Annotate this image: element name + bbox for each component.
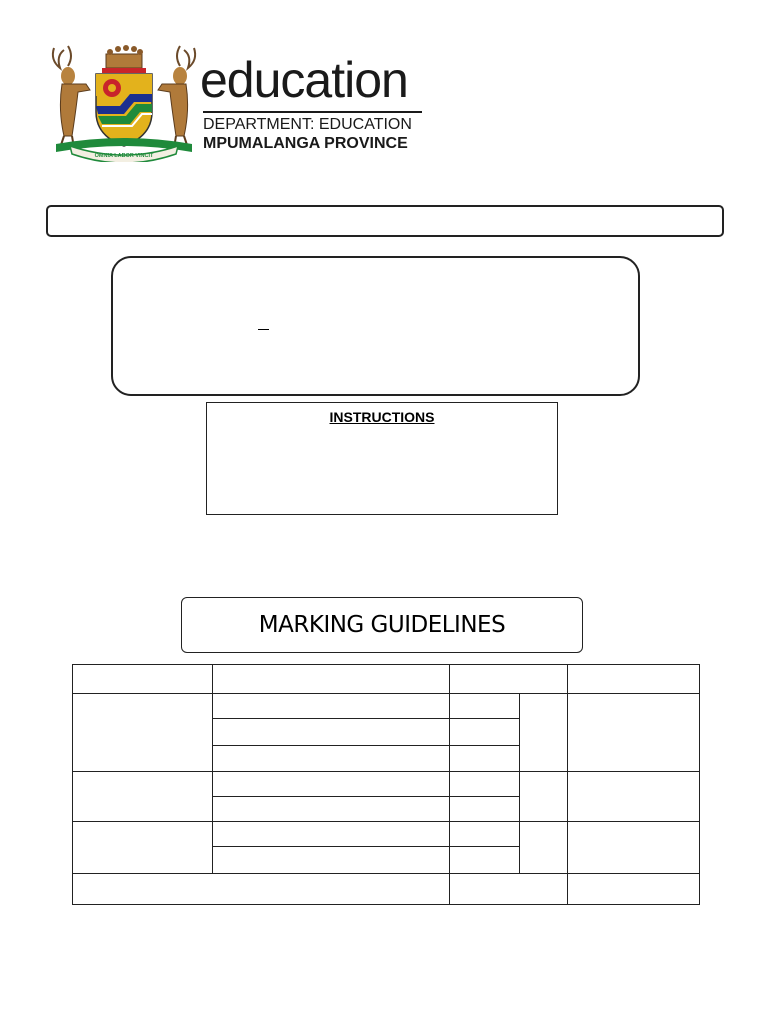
instructions-box [206, 402, 558, 515]
marking-guidelines-title: MARKING GUIDELINES [258, 612, 506, 638]
paper-details-dash [258, 329, 269, 330]
marking-guidelines-box [181, 597, 583, 653]
left-kudu-icon [53, 46, 90, 148]
paper-details-box [111, 256, 640, 396]
shield-icon [96, 74, 152, 146]
brand-divider [203, 111, 422, 113]
crown-icon [102, 45, 146, 73]
department-label: DEPARTMENT: EDUCATION [203, 116, 412, 133]
instructions-title: INSTRUCTIONS [329, 409, 435, 425]
motto-text: OMNIA LABOR VINCIT [94, 153, 154, 159]
coat-of-arms-logo [46, 40, 202, 162]
right-kudu-icon [158, 46, 195, 148]
marks-table-frame [73, 665, 700, 905]
province-label: MPUMALANGA PROVINCE [203, 135, 408, 152]
brand-wordmark: education [200, 52, 408, 108]
title-bar [46, 205, 724, 237]
